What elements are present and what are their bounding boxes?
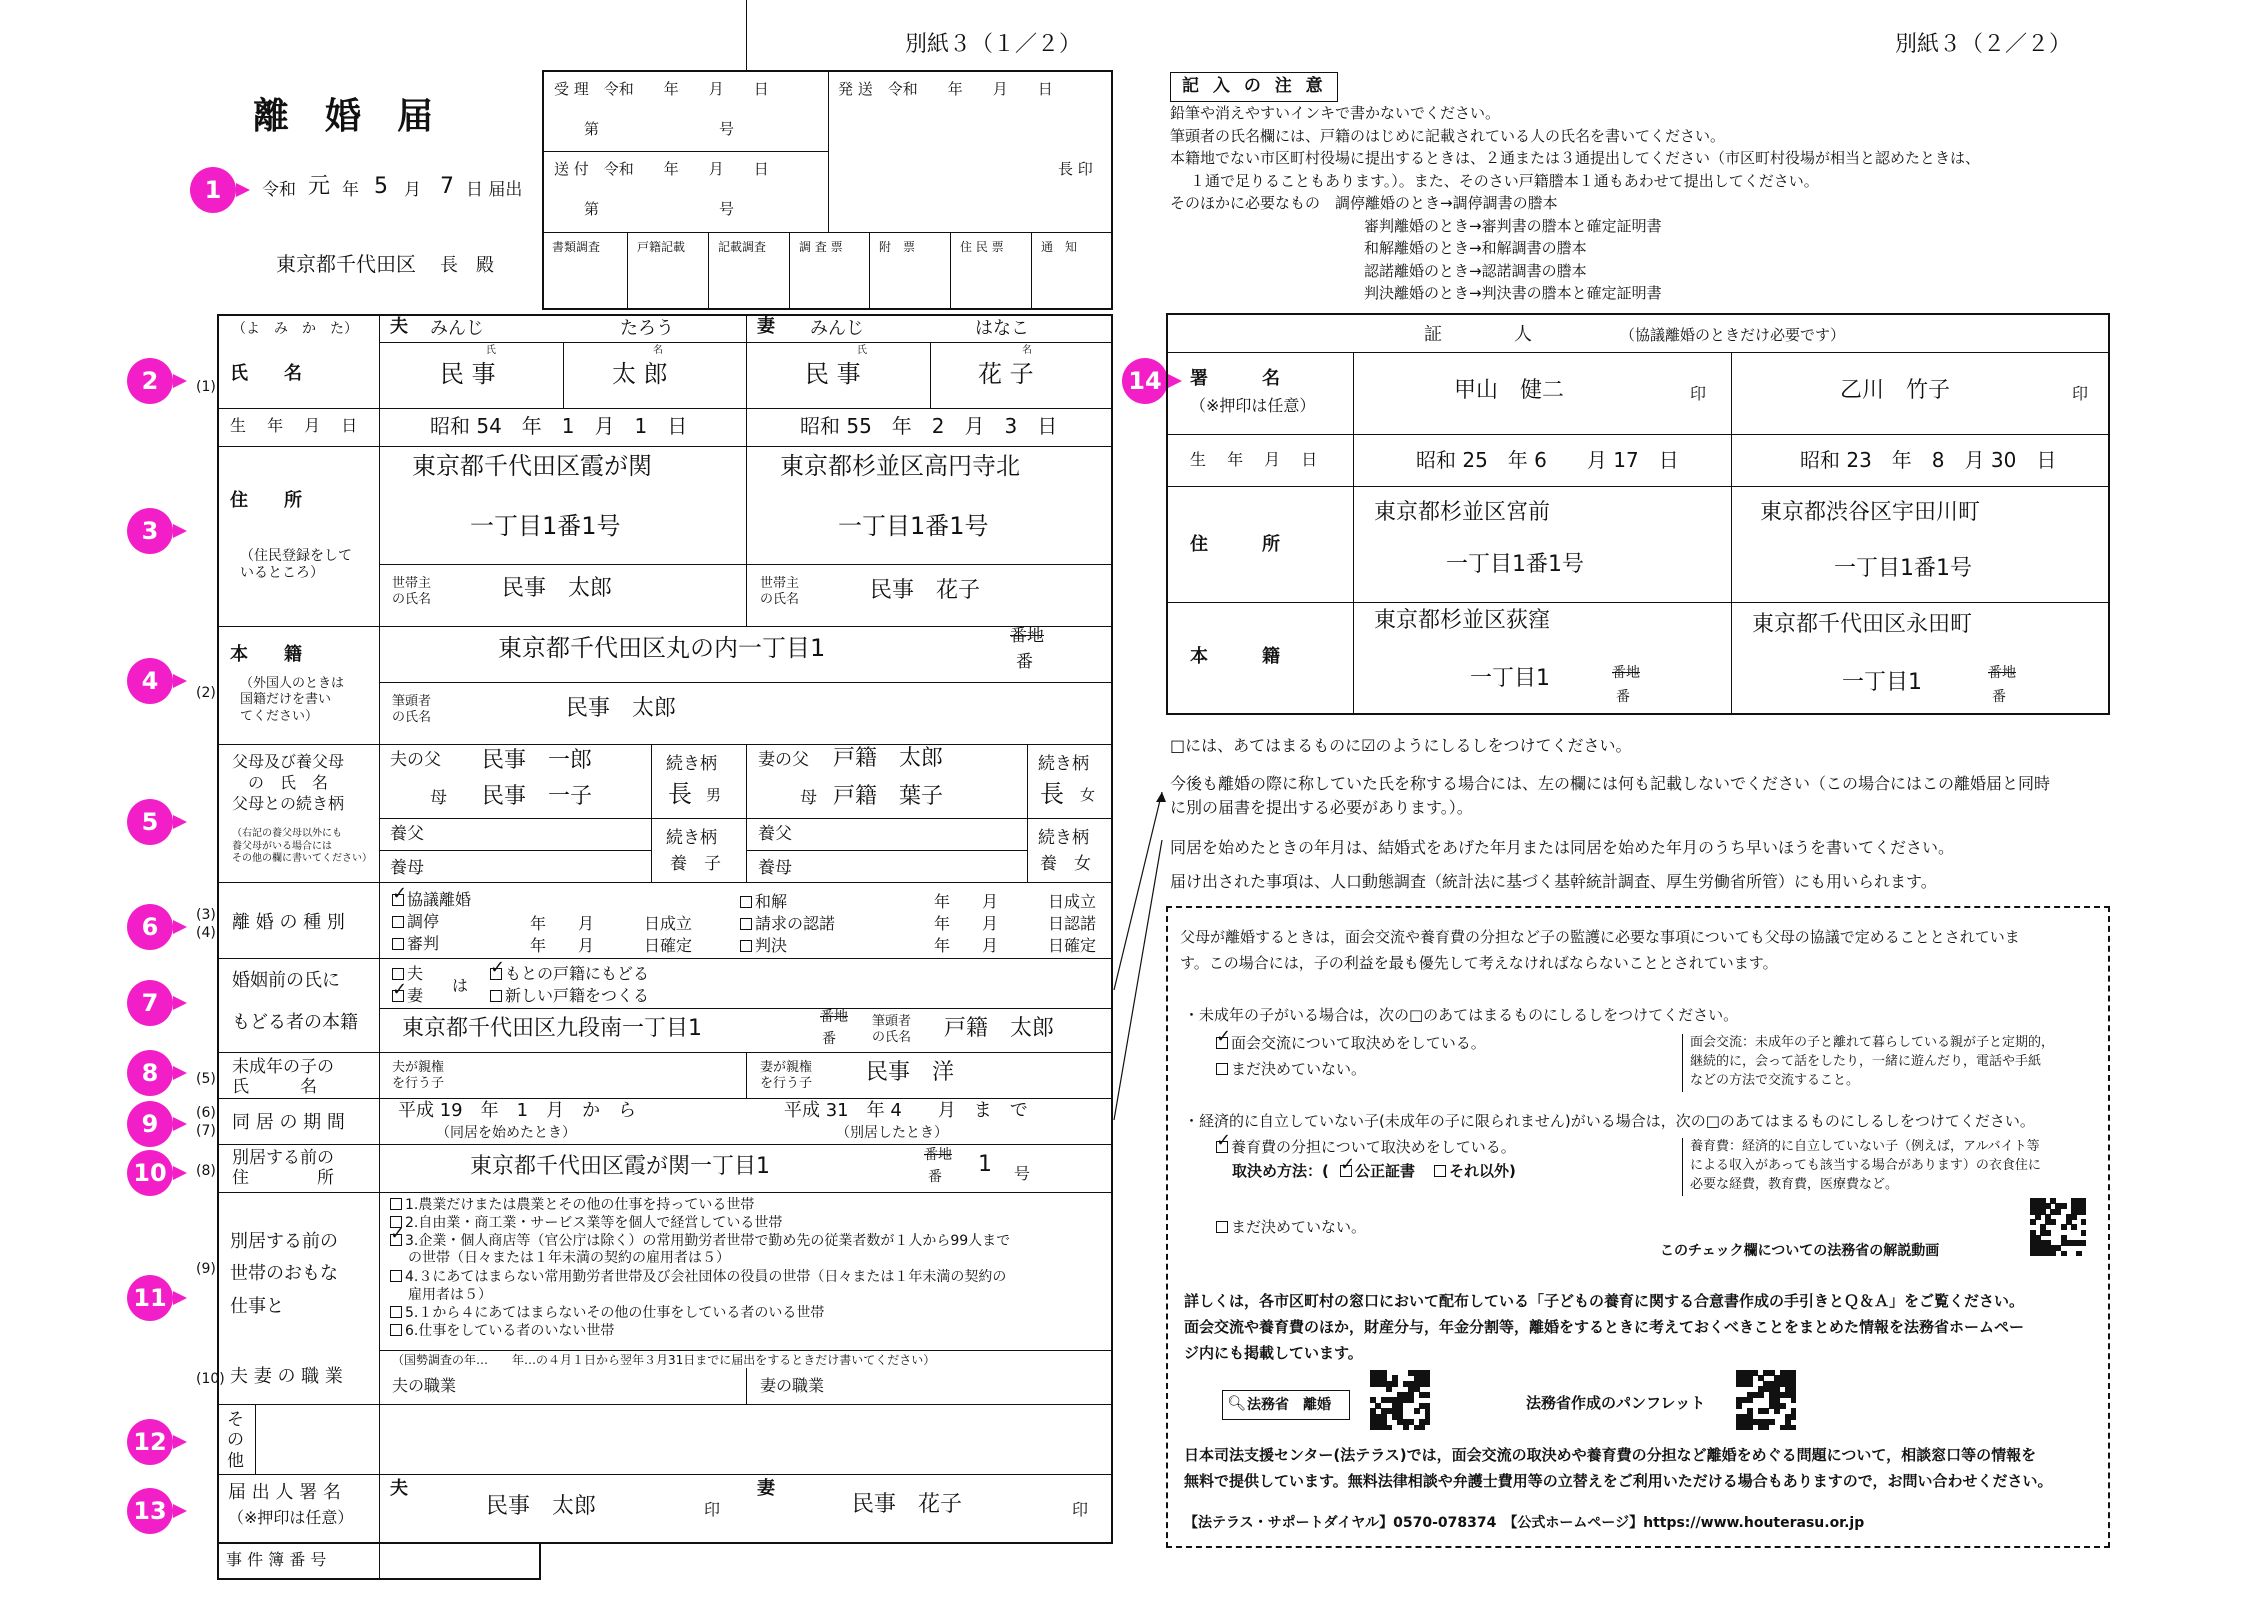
support-decided-check[interactable]: ✓養育費の分担について取決めをしている。: [1216, 1140, 1516, 1155]
work-item-checkbox[interactable]: [390, 1198, 402, 1210]
forwarded-date: 送 付 令和 年 月 日: [554, 160, 769, 178]
witness2-birth[interactable]: 昭和 23 年 8 月 30 日: [1800, 448, 2057, 472]
date-prefix: 令和: [262, 180, 296, 200]
wife-address-2[interactable]: 一丁目1番1号: [838, 512, 989, 540]
wife-birth[interactable]: 昭和 55 年 2 月 3 日: [800, 414, 1058, 438]
form-title: 離 婚 届: [253, 95, 434, 137]
return-honseki[interactable]: 東京都千代田区九段南一丁目1: [402, 1016, 702, 1041]
note-line-7: 和解離婚のとき→和解調書の謄本: [1364, 239, 1587, 257]
hittousha-value[interactable]: 民事 太郎: [566, 696, 677, 721]
office-check-7: 通 知: [1041, 240, 1078, 254]
witness1-birth[interactable]: 昭和 25 年 6 月 17 日: [1416, 448, 1679, 472]
note-arrows: [1110, 780, 1170, 1140]
date-year-unit: 年: [342, 180, 359, 200]
magnifier-icon: 🔍︎: [1227, 1394, 1247, 1412]
note-line-9: 判決離婚のとき→判決書の謄本と確定証明書: [1364, 284, 1662, 302]
visit-undecided-check[interactable]: まだ決めていない。: [1216, 1062, 1366, 1077]
husband-householder[interactable]: 民事 太郎: [502, 576, 613, 601]
name-label: 氏 名: [230, 363, 302, 384]
office-check-4: 調 査 票: [799, 240, 843, 254]
footnote-2b: に別の届書を提出する必要があります。）。: [1170, 798, 1473, 817]
search-box[interactable]: 🔍︎ 法務省 離婚: [1222, 1390, 1350, 1420]
work-item-checkbox[interactable]: [390, 1306, 402, 1318]
badge-13: 13: [127, 1488, 173, 1534]
kind-shinpan[interactable]: 審判: [392, 936, 439, 952]
wife-kana-family[interactable]: みんじ: [810, 318, 864, 339]
witness2-honseki-2[interactable]: 一丁目1: [1842, 670, 1922, 695]
chief-seal: 長 印: [1058, 160, 1093, 178]
husband-address-1[interactable]: 東京都千代田区霞が関: [412, 452, 652, 480]
contact-info[interactable]: 【法テラス・サポートダイヤル】0570-078374 【公式ホームページ】https://www.houterasu.or.jp: [1184, 1515, 1865, 1531]
wife-mother[interactable]: 戸籍 葉子: [833, 784, 944, 809]
date-year[interactable]: 元: [308, 174, 331, 199]
forwarded-no: 第 号: [584, 200, 735, 218]
work-item-3[interactable]: ✓3.企業・個人商店等（官公庁は除く）の常用勤労者世帯で勤め先の従業者数が１人から99人まで: [390, 1234, 1010, 1248]
address-note: （住民登録をして いるところ）: [240, 548, 352, 581]
return-hittousha[interactable]: 戸籍 太郎: [944, 1016, 1055, 1041]
kind-nindaku[interactable]: 請求の認諾: [740, 916, 835, 932]
work-item-1[interactable]: 1.農業だけまたは農業とその他の仕事を持っている世帯: [390, 1198, 754, 1212]
return-new-registry[interactable]: 新しい戸籍をつくる: [490, 988, 649, 1004]
visit-decided-check[interactable]: ✓面会交流について取決めをしている。: [1216, 1036, 1486, 1051]
children-label: 未成年の子の 氏 名: [232, 1057, 334, 1097]
office-check-1: 書類調査: [552, 240, 601, 254]
footnote-4: 届け出された事項は、人口動態調査（統計法に基づく基幹統計調査、厚生労働省所管）にも用いられます。: [1170, 872, 1937, 891]
wife-father[interactable]: 戸籍 太郎: [833, 746, 944, 771]
video-qr-code[interactable]: [2030, 1198, 2086, 1256]
witness2-name[interactable]: 乙川 竹子: [1840, 378, 1951, 403]
sent-date: 発 送 令和 年 月 日: [838, 80, 1053, 98]
note-line-2: 筆頭者の氏名欄には、戸籍のはじめに記載されている人の氏名を書いてください。: [1170, 126, 1726, 145]
wife-family-name[interactable]: 民 事: [805, 360, 861, 388]
return-husband[interactable]: 夫: [392, 966, 423, 982]
kind-wakai[interactable]: 和解: [740, 894, 787, 910]
divorce-kind-label: 離 婚 の 種 別: [232, 912, 345, 933]
wife-label: 妻: [757, 316, 775, 337]
support-undecided-check[interactable]: まだ決めていない。: [1216, 1220, 1366, 1235]
honseki-note: （外国人のときは 国籍だけを書い てください）: [240, 676, 345, 724]
date-month-unit: 月: [404, 180, 421, 200]
received-no: 第 号: [584, 120, 735, 138]
work-item-5[interactable]: 4.３にあてはまらない常用勤労者世帯及び会社団体の役員の世帯（日々または１年未満の契約の: [390, 1270, 1006, 1284]
return-original-registry[interactable]: ✓もとの戸籍にもどる: [490, 966, 649, 982]
office-check-2: 戸籍記載: [637, 240, 686, 254]
work-item-7[interactable]: 5.１から４にあてはまらないその他の仕事をしている者のいる世帯: [390, 1306, 824, 1320]
date-month[interactable]: 5: [374, 174, 388, 199]
wife-given-name[interactable]: 花 子: [978, 360, 1034, 388]
addressee-suffix: 長 殿: [440, 255, 494, 276]
wife-householder[interactable]: 民事 花子: [870, 578, 981, 603]
kind-hanketsu[interactable]: 判決: [740, 938, 787, 954]
husband-address-2[interactable]: 一丁目1番1号: [470, 512, 621, 540]
office-check-5: 附 票: [879, 240, 916, 254]
badge-7: 7: [127, 980, 173, 1026]
badge-9: 9: [127, 1101, 173, 1147]
parents-note: （右記の養父母以外にも 養父母がいる場合には その他の欄に書いてください）: [232, 828, 372, 864]
work-item-checkbox[interactable]: [390, 1234, 402, 1246]
badge-11: 11: [127, 1275, 173, 1321]
notes-header: 記 入 の 注 意: [1182, 76, 1327, 96]
kind-chotei[interactable]: 調停: [392, 914, 439, 930]
note-line-6: 審判離婚のとき→審判書の謄本と確定証明書: [1364, 216, 1662, 235]
footnote-3: 同居を始めたときの年月は、結婚式をあげた年月または同居を始めた年月のうち早いほうを書いてください。: [1170, 838, 1955, 857]
witness1-honseki-2[interactable]: 一丁目1: [1470, 666, 1550, 691]
witness1-name[interactable]: 甲山 健二: [1454, 378, 1565, 403]
cohabit-label: 同 居 の 期 間: [232, 1112, 345, 1133]
signer-label: 届 出 人 署 名: [228, 1482, 341, 1503]
work-item-8[interactable]: 6.仕事をしている者のいない世帯: [390, 1324, 614, 1338]
husband-signature[interactable]: 民事 太郎: [486, 1494, 597, 1519]
note-line-8: 認諾離婚のとき→認諾調書の謄本: [1364, 261, 1587, 280]
cohabit-from[interactable]: 平成 19 年 1 月 か ら: [398, 1100, 637, 1121]
honseki-label: 本 籍: [230, 644, 302, 665]
husband-kana-given[interactable]: たろう: [620, 318, 674, 339]
addressee[interactable]: 東京都千代田区: [276, 252, 416, 276]
received-date: 受 理 令和 年 月 日: [554, 80, 769, 98]
husband-kana-family[interactable]: みんじ: [430, 318, 484, 339]
honseki-value[interactable]: 東京都千代田区丸の内一丁目1: [498, 634, 826, 662]
method-notary-check[interactable]: ✓ 公正証書: [1340, 1164, 1415, 1179]
address-label: 住 所: [230, 490, 302, 511]
note-line-4: １通で足りることもあります。）。また、そのさい戸籍謄本１通もあわせて提出してください。: [1190, 171, 1819, 190]
yomikata-label: （よ み か た）: [232, 321, 358, 337]
work-item-4: の世帯（日々または１年未満の契約の雇用者は５）: [408, 1250, 730, 1266]
husband-label: 夫: [390, 316, 408, 337]
witness2-address-2[interactable]: 一丁目1番1号: [1834, 556, 1972, 581]
wife-custody-child[interactable]: 民事 洋: [866, 1060, 955, 1085]
badge-1: 1: [190, 167, 236, 213]
date-day[interactable]: 7: [440, 174, 454, 199]
wife-signature[interactable]: 民事 花子: [852, 1492, 963, 1517]
witness1-address-1[interactable]: 東京都杉並区宮前: [1374, 500, 1551, 525]
visit-definition: 面会交流：未成年の子と離れて暮らしている親が子と定期的， 継続的に，会って話をしたり，一緒に遊んだり，電話や手紙 などの方法で交流すること。: [1690, 1035, 2055, 1088]
support-definition: 養育費：経済的に自立していない子（例えば，アルバイト等 による収入があっても該当する場合があります）の衣食住に 必要な経費，教育費，医療費など。: [1690, 1139, 2041, 1192]
badge-10: 10: [127, 1150, 173, 1196]
before-separation-address[interactable]: 東京都千代田区霞が関一丁目1: [470, 1154, 770, 1179]
return-wife[interactable]: ✓妻: [392, 988, 423, 1004]
kind-kyogi[interactable]: ✓協議離婚: [392, 892, 471, 908]
parents-label: 父母及び養父母 の 氏 名 父母との続き柄: [232, 752, 345, 813]
sheet-label-left: 別紙３（１／２）: [905, 32, 1082, 57]
date-day-unit: 日 届出: [466, 180, 523, 200]
sheet-label-right: 別紙３（２／２）: [1895, 32, 2072, 57]
badge-14: 14: [1122, 358, 1168, 404]
husband-father[interactable]: 民事 一郎: [482, 748, 593, 773]
video-caption: このチェック欄についての法務省の解説動画: [1660, 1243, 1940, 1259]
husband-family-name[interactable]: 民 事: [440, 360, 496, 388]
husband-birth[interactable]: 昭和 54 年 1 月 1 日: [430, 414, 688, 438]
witness2-address-1[interactable]: 東京都渋谷区宇田川町: [1760, 500, 1981, 525]
job-note: （国勢調査の年… 年…の４月１日から翌年３月31日までに届出をするときだけ書いてください）: [392, 1353, 936, 1367]
badge-3: 3: [127, 508, 173, 554]
work-item-2[interactable]: 2.自由業・商工業・サービス業等を個人で経営している世帯: [390, 1216, 782, 1230]
husband-mother[interactable]: 民事 一子: [482, 784, 593, 809]
footnote-2a: 今後も離婚の際に称していた氏を称する場合には、左の欄には何も記載しないでください（この場合にはこの離婚届と同時: [1170, 774, 2051, 793]
footnote-1: □には、あてはまるものに☑のようにしるしをつけてください。: [1170, 736, 1632, 755]
husband-given-name[interactable]: 太 郎: [612, 360, 668, 388]
office-check-6: 住 民 票: [960, 240, 1004, 254]
witness1-address-2[interactable]: 一丁目1番1号: [1446, 552, 1584, 577]
birth-label: 生 年 月 日: [230, 416, 366, 435]
badge-4: 4: [127, 658, 173, 704]
pamphlet-label: 法務省作成のパンフレット: [1526, 1394, 1706, 1412]
wife-relation[interactable]: 長: [1040, 780, 1064, 808]
work-item-checkbox[interactable]: [390, 1270, 402, 1282]
witness2-honseki-1[interactable]: 東京都千代田区永田町: [1752, 612, 1973, 637]
work-item-6: 雇用者は５）: [408, 1287, 492, 1303]
wife-kana-given[interactable]: はなこ: [975, 318, 1029, 339]
badge-2: 2: [127, 358, 173, 404]
husband-relation[interactable]: 長: [668, 780, 692, 808]
witness-title: 証 人: [1424, 324, 1532, 345]
note-line-5: そのほかに必要なもの 調停離婚のとき→調停調書の謄本: [1170, 194, 1558, 212]
work-item-checkbox[interactable]: [390, 1324, 402, 1336]
cohabit-to[interactable]: 平成 31 年 4 月 ま で: [784, 1100, 1028, 1121]
pamphlet-qr-code[interactable]: [1736, 1370, 1796, 1430]
badge-6: 6: [127, 904, 173, 950]
badge-5: 5: [127, 799, 173, 845]
wife-address-1[interactable]: 東京都杉並区高円寺北: [780, 452, 1020, 480]
badge-8: 8: [127, 1050, 173, 1096]
other-label: その他: [227, 1410, 244, 1471]
note-line-1: 鉛筆や消えやすいインキで書かないでください。: [1170, 104, 1501, 122]
job-label: 夫 妻 の 職 業: [230, 1366, 343, 1387]
note-line-3: 本籍地でない市区町村役場に提出するときは、２通または３通提出してください（市区町村役場が相当と認めたときは、: [1170, 149, 1981, 167]
office-check-3: 記載調査: [718, 240, 767, 254]
work-label: 別居する前の 世帯のおもな 仕事と: [230, 1231, 338, 1317]
moj-qr-code[interactable]: [1370, 1370, 1430, 1430]
method-other-check[interactable]: それ以外): [1434, 1164, 1516, 1179]
before-separation-no[interactable]: 1: [978, 1152, 992, 1177]
badge-12: 12: [127, 1419, 173, 1465]
witness1-honseki-1[interactable]: 東京都杉並区荻窪: [1374, 608, 1551, 633]
